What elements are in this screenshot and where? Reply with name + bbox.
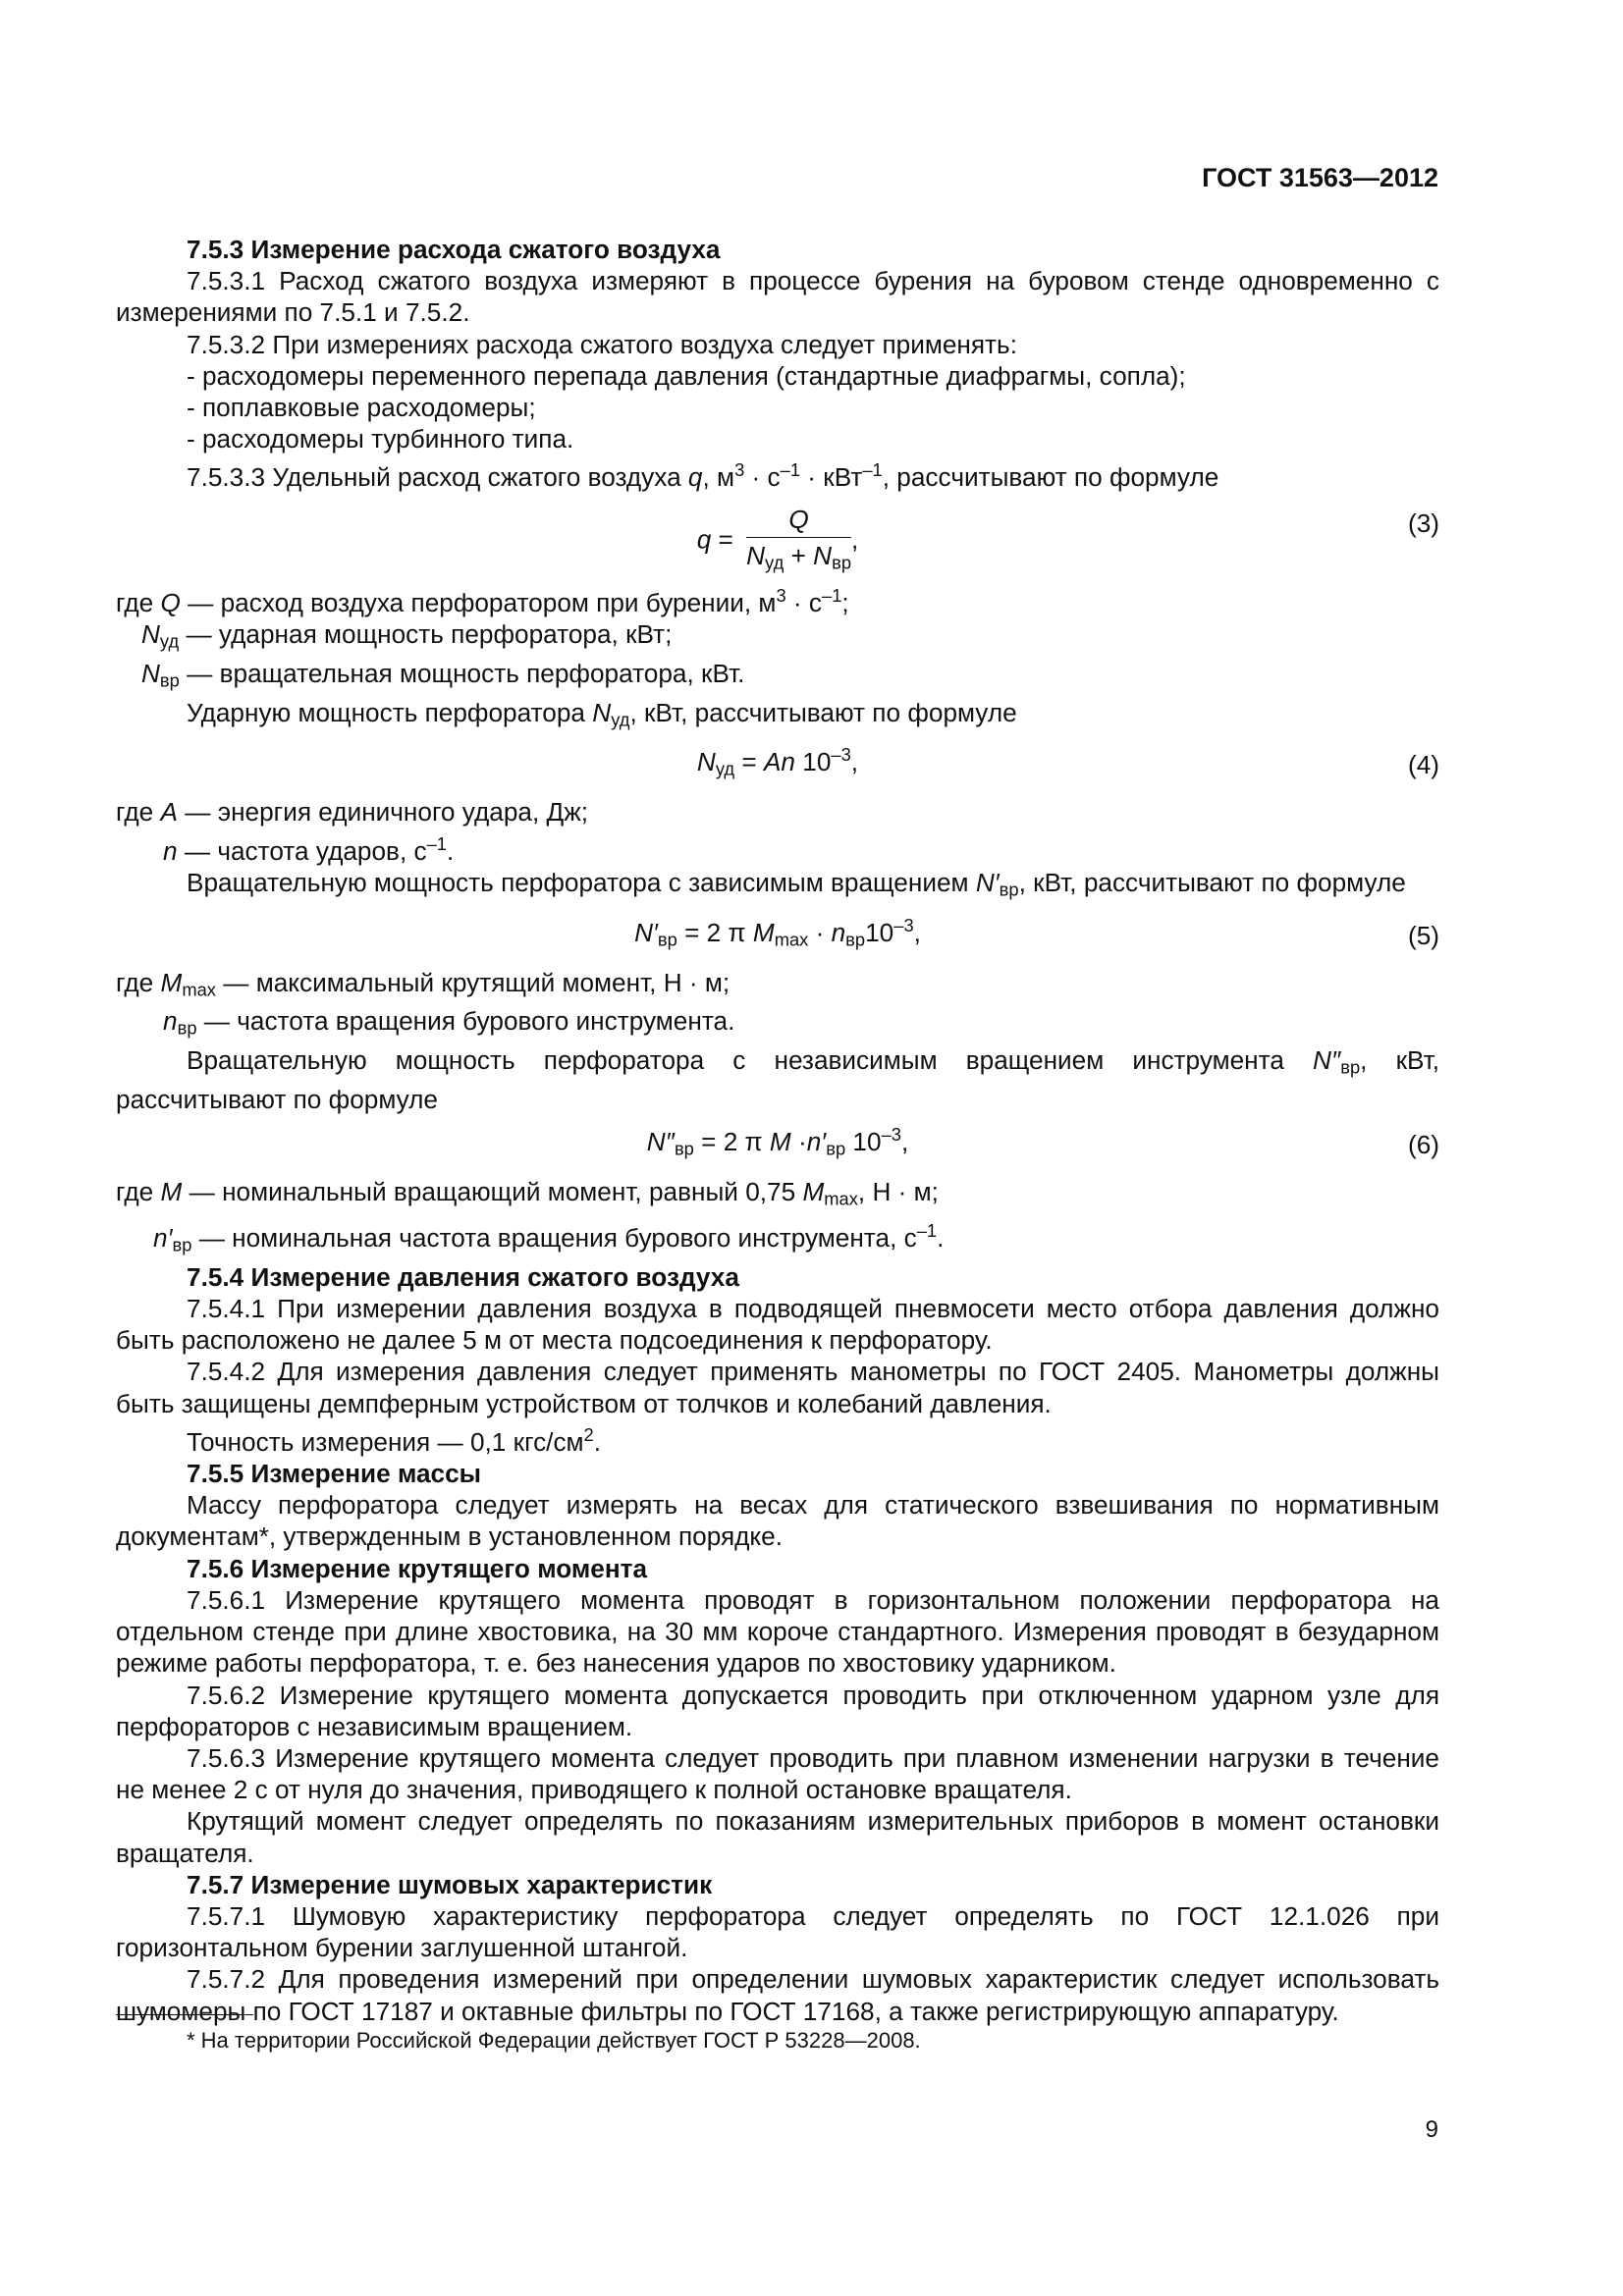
where-definition: n — частота ударов, $с^{-1}$.	[163, 832, 455, 866]
where-definition: где Q — расход воздуха перфоратором при бурении, $м^3 \cdot с^{-1}$;	[116, 584, 849, 617]
formula-3: q = $\frac{Q}{N_{уд} + N_{вр}}$ , (3)	[696, 504, 1439, 573]
formula-number: (4)	[1407, 750, 1439, 780]
page-number: 9	[1425, 2116, 1438, 2143]
paragraph-7-5-6-2: 7.5.6.2 Измерение крутящего момента допускается проводить при отключенном ударном узле для перфораторов с независимым вращением.	[116, 1680, 1439, 1741]
formula-6: $N''_{вр} = 2$ π $M \cdot n'_{вр}$ $10^{-3}$, (6)	[646, 1124, 1439, 1160]
where-definition: где M — номинальный вращающий момент, равный 0,75 $M_{max}$, Н · м;	[116, 1177, 939, 1209]
footnote: * На территории Российской Федерации действует ГОСТ Р 53228—2008.	[187, 2028, 921, 2053]
list-item: - поплавковые расходомеры;	[187, 393, 536, 423]
section-heading-7-5-4: 7.5.4 Измерение давления сжатого воздуха	[187, 1261, 739, 1292]
paragraph: Крутящий момент следует определять по показаниям измерительных приборов в момент остановки вращателя.	[116, 1806, 1439, 1868]
section-heading-7-5-7: 7.5.7 Измерение шумовых характеристик	[187, 1869, 713, 1899]
paragraph-7-5-6-1: 7.5.6.1 Измерение крутящего момента проводят в горизонтальном положении перфоратора на отдельном стенде при длине хвостовика, на 30 мм короче стандартного. Измерения проводят в безударном режиме работы перфоратора, т. е. без нанесения ударов по хвостовику ударником.	[116, 1584, 1439, 1679]
where-definition: где A — энергия единичного удара, Дж;	[116, 797, 589, 828]
paragraph-7-5-7-1: 7.5.7.1 Шумовую характеристику перфоратора следует определять по ГОСТ 12.1.026 при горизонтальном бурении заглушенной штангой.	[116, 1900, 1439, 1963]
paragraph-7-5-7-2: 7.5.7.2 Для проведения измерений при определении шумовых характеристик следует использовать шумомеры по ГОСТ 17187 и октавные фильтры по ГОСТ 17168, а также регистрирующую аппаратуру.	[116, 1964, 1439, 2026]
where-definition: $N_{вр}$ — вращательная мощность перфоратора, кВт.	[141, 658, 745, 691]
where-definition: $N_{уд}$ — ударная мощность перфоратора, кВт;	[141, 618, 673, 652]
paragraph: Точность измерения — 0,1 кгс/$см^2$.	[187, 1423, 602, 1457]
formula-number: (3)	[1407, 507, 1439, 538]
formula-4: $N_{уд} = An$ $10^{-3}$, (4)	[696, 744, 1439, 780]
list-item: - расходомеры переменного перепада давления (стандартные диафрагмы, сопла);	[187, 360, 1186, 391]
paragraph: Вращательную мощность перфоратора с независимым вращением инструмента $N''_{вр}$, кВт, рассчитывают по формуле	[116, 1045, 1439, 1114]
where-definition: $n_{вр}$ — частота вращения бурового инструмента.	[163, 1006, 735, 1039]
paragraph: Вращательную мощность перфоратора с зависимым вращением $N'_{вр}$, кВт, рассчитывают по формуле	[187, 867, 1406, 900]
paragraph-7-5-3-1: 7.5.3.1 Расход сжатого воздуха измеряют в процессе бурения на буровом стенде одновременно с измерениями по 7.5.1 и 7.5.2.	[116, 266, 1439, 328]
footnote-divider	[116, 2014, 253, 2015]
paragraph: Ударную мощность перфоратора $N_{уд}$, кВт, рассчитывают по формуле	[187, 697, 1017, 730]
document-code: ГОСТ 31563—2012	[1202, 163, 1438, 192]
paragraph-7-5-3-3: 7.5.3.3 Удельный расход сжатого воздуха q, $м^3 \cdot с^{-1} \cdot кВт^{-1}$, рассчитывают по формуле	[187, 459, 1219, 493]
paragraph-7-5-3-2: 7.5.3.2 При измерениях расхода сжатого воздуха следует применять:	[187, 329, 1017, 359]
section-heading-7-5-5: 7.5.5 Измерение массы	[187, 1459, 482, 1489]
page-content	[116, 234, 1439, 2027]
section-heading-7-5-6: 7.5.6 Измерение крутящего момента	[187, 1553, 648, 1583]
formula-number: (5)	[1407, 920, 1439, 950]
formula-number: (6)	[1407, 1130, 1439, 1160]
formula-5: $N'_{вр} = 2$ π $M_{max} \cdot n_{вр}10^{-3}$, (5)	[634, 914, 1439, 950]
paragraph-7-5-4-2: 7.5.4.2 Для измерения давления следует применять манометры по ГОСТ 2405. Манометры должны быть защищены демпферным устройством от толчков и колебаний давления.	[116, 1357, 1439, 1418]
list-item: - расходомеры турбинного типа.	[187, 424, 574, 454]
section-heading-7-5-3: 7.5.3 Измерение расхода сжатого воздуха	[187, 235, 721, 264]
where-definition: $n'_{вр}$ — номинальная частота вращения бурового инструмента, $с^{-1}$.	[153, 1219, 945, 1255]
paragraph-7-5-4-1: 7.5.4.1 При измерении давления воздуха в подводящей пневмосети место отбора давления должно быть расположено не далее 5 м от места подсоединения к перфоратору.	[116, 1293, 1439, 1356]
paragraph: Массу перфоратора следует измерять на весах для статического взвешивания по нормативным документам*, утвержденным в установленном порядке.	[116, 1490, 1439, 1552]
paragraph-7-5-6-3: 7.5.6.3 Измерение крутящего момента следует проводить при плавном изменении нагрузки в течение не менее 2 с от нуля до значения, приводящего к полной остановке вращателя.	[116, 1742, 1439, 1805]
where-definition: где $M_{max}$ — максимальный крутящий момент, Н · м;	[116, 967, 730, 1000]
